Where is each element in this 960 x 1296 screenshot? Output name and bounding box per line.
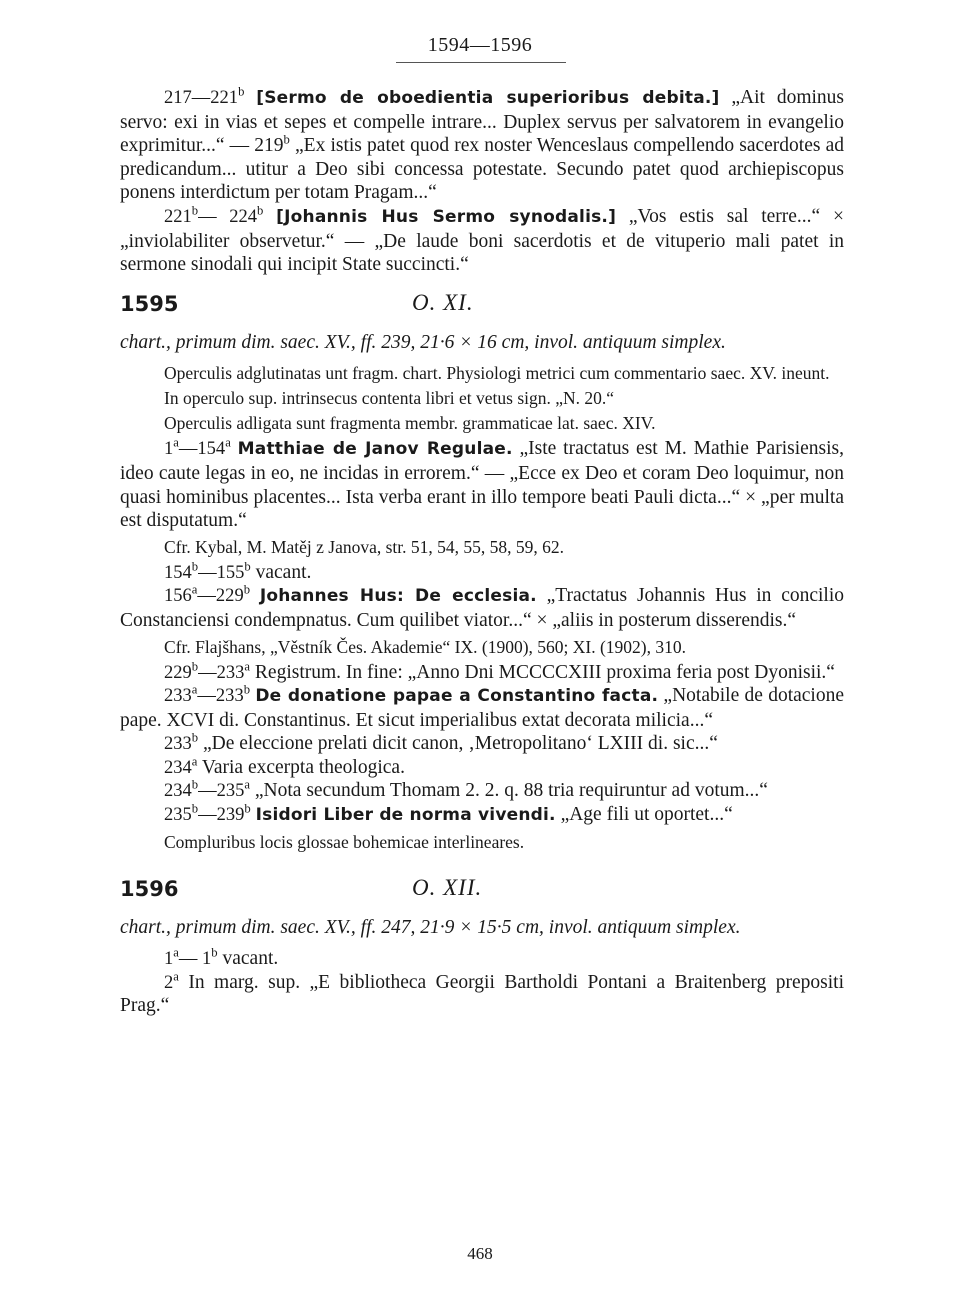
note-glossae: Compluribus locis glossae bohemicae interlineares. (164, 831, 525, 852)
entry-de-eleccione: 233$^b$ „De eleccione prelati dicit canon, ‚Metropolitano‘ LXIII di. sic...“ (164, 730, 718, 755)
citation: Cfr. Kybal, M. Matěj z Janova, str. 51, 54, 55, 58, 59, 62. (164, 536, 565, 557)
page-number: 468 (467, 1244, 493, 1263)
entry-isidori: 235$^b$—239$^b$ Isidori Liber de norma vivendi. „Age fili ut oportet...“ (164, 801, 733, 826)
entry-nota-secundum-thomam: 234$^b$—235$^a$ „Nota secundum Thomam 2. 2. q. 88 tria requiruntur ad votum...“ (164, 777, 768, 802)
entry-title: [Johannis Hus Sermo synodalis.] (276, 206, 617, 227)
note-operculis-adligata: Operculis adligata sunt fragmenta membr. grammaticae lat. saec. XIV. (164, 413, 656, 434)
citation: Cfr. Flajšhans, „Věstník Čes. Akademie“ IX. (1900), 560; XI. (1902), 310. (164, 636, 687, 657)
manuscript-number: 1595 (120, 291, 179, 316)
entry-vacant-154-155: 154$^b$—155$^b$ vacant. (164, 559, 312, 583)
entry-title: Johannes Hus: De ecclesia. (259, 586, 537, 607)
page-body (120, 86, 844, 1018)
header-rule (396, 62, 566, 63)
entry-vacant-1a-1b: 1$^a$— 1$^b$ vacant. (164, 945, 279, 970)
entry-title: [Sermo de oboedientia superioribus debita.] (256, 88, 720, 108)
manuscript-heading-1596 (120, 872, 844, 912)
entry-in-marg-sup: 2$^a$ In marg. sup. „E bibliotheca Georgii Bartholdi Pontani a Braitenberg prepositi Prag.“ (120, 969, 844, 1017)
entry-title: Isidori Liber de norma vivendi. (255, 805, 556, 826)
manuscript-description: chart., primum dim. saec. XV., ff. 247, 21·9 × 15·5 cm, invol. antiquum simplex. (120, 916, 741, 938)
manuscript-signature: O. XII. (412, 874, 483, 900)
entry-title: De donatione papae a Constantino facta. (255, 686, 659, 707)
note-operculo-sup: In operculo sup. intrinsecus contenta libri et vetus sign. „N. 20.“ (164, 388, 615, 409)
manuscript-heading-1595 (120, 287, 844, 327)
entry-matthiae-de-janov: 1$^a$—154$^a$ Matthiae de Janov Regulae. „Iste tractatus est M. Mathie Parisiensis, ideo caute legas in eo, ne incidas in errorem.“ — „Ecce ex Deo et coram Deo loquimur, non quasi hominibus placentes... Ista verba erant in illo tempore beati Pauli dicta...“ × „per multa est disputatum.“ (120, 435, 844, 532)
entry-sermo-de-oboedientia: 217—221$^b$ [Sermo de oboedientia superioribus debita.] „Ait dominus servo: exi in vias et sepes et compelle intrare... Duplex servus per salvatorem in evangelio exprimitur...“ — 219$^b$ „Ex istis patet quod rex noster Wenceslaus compellendo sacerdotes ad predicandum... utitur a Deo sibi concessa potestate. Secundo patet quod archiepiscopus ponens interdictum per totam Pragam...“ (120, 84, 844, 204)
manuscript-number: 1596 (120, 876, 179, 901)
note-operculis: Operculis adglutinatas unt fragm. chart. Physiologi metrici cum commentario saec. XV. ineunt. (164, 363, 830, 384)
manuscript-signature: O. XI. (412, 289, 474, 315)
entry-title: Matthiae de Janov Regulae. (237, 439, 513, 460)
manuscript-description: chart., primum dim. saec. XV., ff. 239, 21·6 × 16 cm, invol. antiquum simplex. (120, 331, 726, 353)
entry-varia-excerpta: 234$^a$ Varia excerpta theologica. (164, 754, 405, 778)
entry-hus-de-ecclesia: 156$^a$—229$^b$ Johannes Hus: De ecclesia. „Tractatus Johannis Hus in concilio Constanciensi condempnatus. Cum quilibet viator...“ × „aliis in posterum disserendis.“ (120, 582, 845, 631)
entry-registrum: 229$^b$—233$^a$ Registrum. In fine: „Anno Dni MCCCCXIII proxima feria post Dyonisii.“ (164, 659, 835, 683)
entry-sermo-synodalis: 221$^b$— 224$^b$ [Johannis Hus Sermo synodalis.] „Vos estis sal terre...“ × „inviolabiliter observetur.“ — „De laude boni sacerdotis et de vituperio mali patet in sermone sinodali qui incipit State succincti.“ (120, 203, 845, 276)
running-header: 1594—1596 (427, 34, 533, 56)
entry-de-donatione: 233$^a$—233$^b$ De donatione papae a Constantino facta. „Notabile de dotacione pape. XCVI di. Constantinus. Et sicut imperialibus extat decorata milicia...“ (120, 682, 844, 731)
